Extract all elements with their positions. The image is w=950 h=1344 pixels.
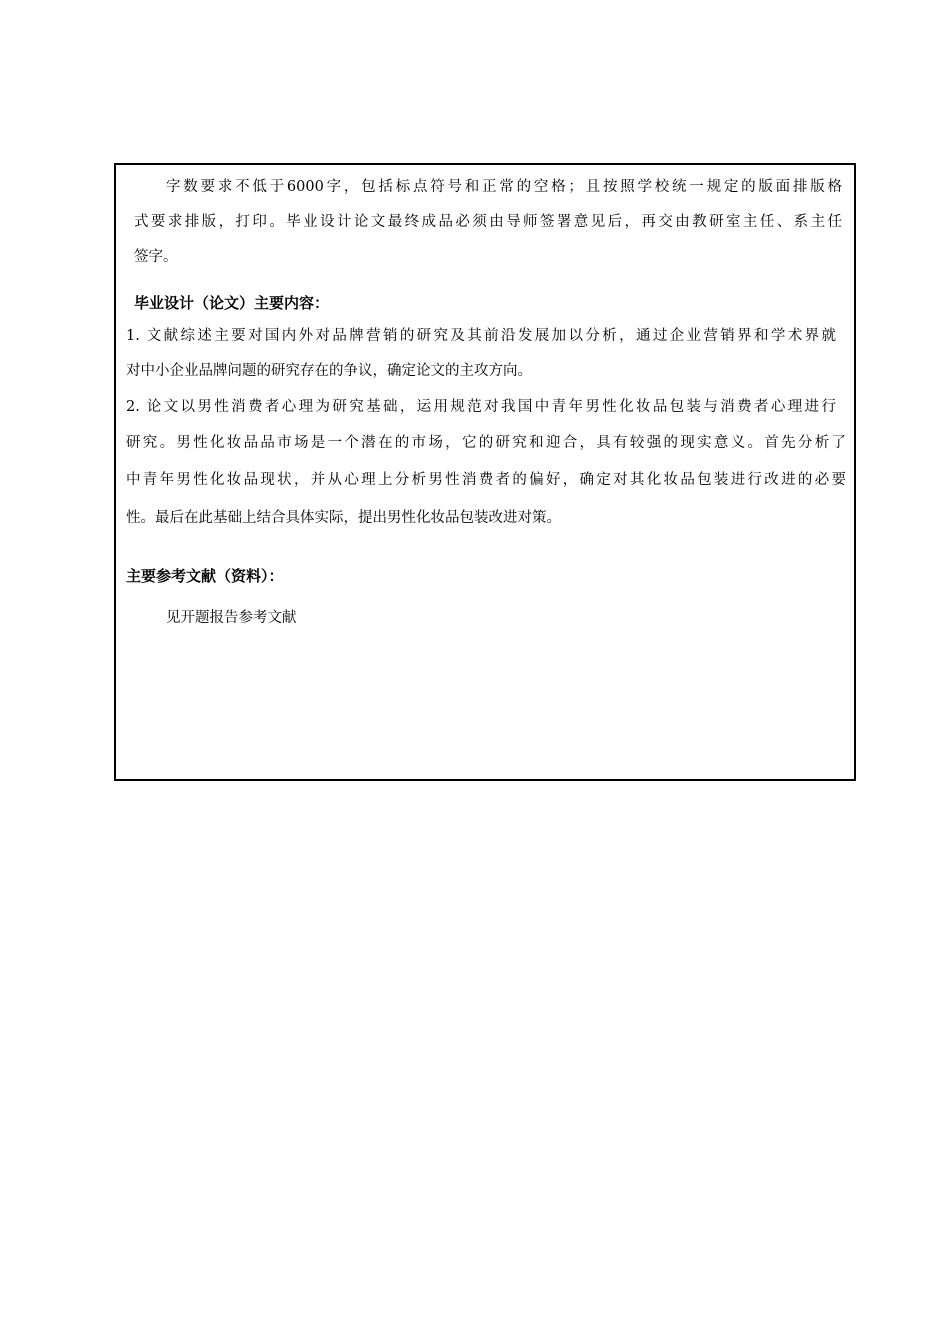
references-heading: 主要参考文献（资料）： (126, 567, 284, 585)
requirements-line-3: 签字。 (134, 249, 178, 265)
requirements-line-1: 字数要求不低于6000字，包括标点符号和正常的空格；且按照学校统一规定的版面排版格 (166, 179, 842, 195)
main-content-item-2-line-4: 性。最后在此基础上结合具体实际，提出男性化妆品包装改进对策。 (126, 510, 561, 526)
requirements-line-2: 式要求排版，打印。毕业设计论文最终成品必须由导师签署意见后，再交由教研室主任、系主任 (134, 214, 842, 230)
main-content-item-2-line-1: 2. 论文以男性消费者心理为研究基础，运用规范对我国中青年男性化妆品包装与消费者心理进行 (126, 399, 836, 415)
main-content-heading: 毕业设计（论文）主要内容： (134, 294, 330, 312)
main-content-item-1-line-1: 1. 文献综述主要对国内外对品牌营销的研究及其前沿发展加以分析，通过企业营销界和学术界就 (126, 328, 836, 344)
main-content-item-2-line-3: 中青年男性化妆品现状，并从心理上分析男性消费者的偏好，确定对其化妆品包装进行改进的必要 (126, 472, 846, 488)
main-content-item-2-line-2: 研究。男性化妆品品市场是一个潜在的市场，它的研究和迎合，具有较强的现实意义。首先分析了 (126, 435, 846, 451)
main-content-item-1-line-2: 对中小企业品牌问题的研究存在的争议，确定论文的主攻方向。 (126, 363, 532, 379)
references-text: 见开题报告参考文献 (166, 610, 297, 626)
